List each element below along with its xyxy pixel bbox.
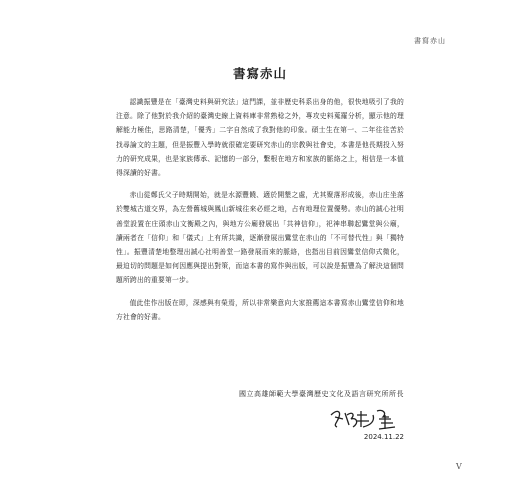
- author-affiliation: 國立高雄師範大學臺灣歷史文化及語言研究所所長: [239, 390, 404, 398]
- document-title: 書寫赤山: [232, 66, 287, 81]
- handwritten-signature: [327, 405, 407, 433]
- paragraph-3: 值此佳作出版在即，深感與有榮焉，所以非常樂意向大家推薦這本書寫赤山鸞堂信仰和地方社會的好書。: [116, 298, 404, 321]
- paragraph-1: 認識振豐是在「臺灣史料與研究法」這門課，並非歷史科系出身的他，很快地吸引了我的注意。除了他對於我介紹的臺灣史線上資料庫非常熟稔之外，專攻史料蒐羅分析，顯示他的理解能力極佳，思路清楚，「優秀」二字自然成了我對他的印象。碩士生在第一、二年往往苦於找尋論文的主題，但是振豐入學時就很確定要研究赤山的宗教與社會史，本書是他長期投入努力的研究成果，也是家族傳承、記憶的一部分，繫根在地方和家族的脈絡之上，相信是一本值得深讀的好書。: [116, 98, 404, 178]
- running-header: 書寫赤山: [414, 37, 446, 45]
- paragraph-2: 赤山從鄭氏父子時期開始，就是水源豐饒、適於開墾之處，尤其聚落形成後，赤山庄坐落於雙城古道交界，為左營舊城與鳳山新城往來必經之地，占有地理位置優勢。赤山的誠心社明善堂設置在庄頭赤山文衡殿之內，與地方公廟發展出「共神信仰」，祀神串聯起鸞堂與公廟，讀兩者在「信仰」和「儀式」上有所共識，逐漸發展出鸞堂在赤山的「不可替代性」與「獨特性」。振豐清楚地整理出誠心社明善堂一路發展而來的脈絡，也指出目前因鸞堂信仰式微化，最迫切的問題是如何因應與提出對策，而這本書的寫作與出版，可以說是振豐為了解決這個問題所跨出的重要第一步。: [116, 191, 404, 285]
- document-body: [116, 95, 404, 332]
- document-date: 2024.11.22: [363, 433, 404, 441]
- page-number: V: [456, 462, 462, 471]
